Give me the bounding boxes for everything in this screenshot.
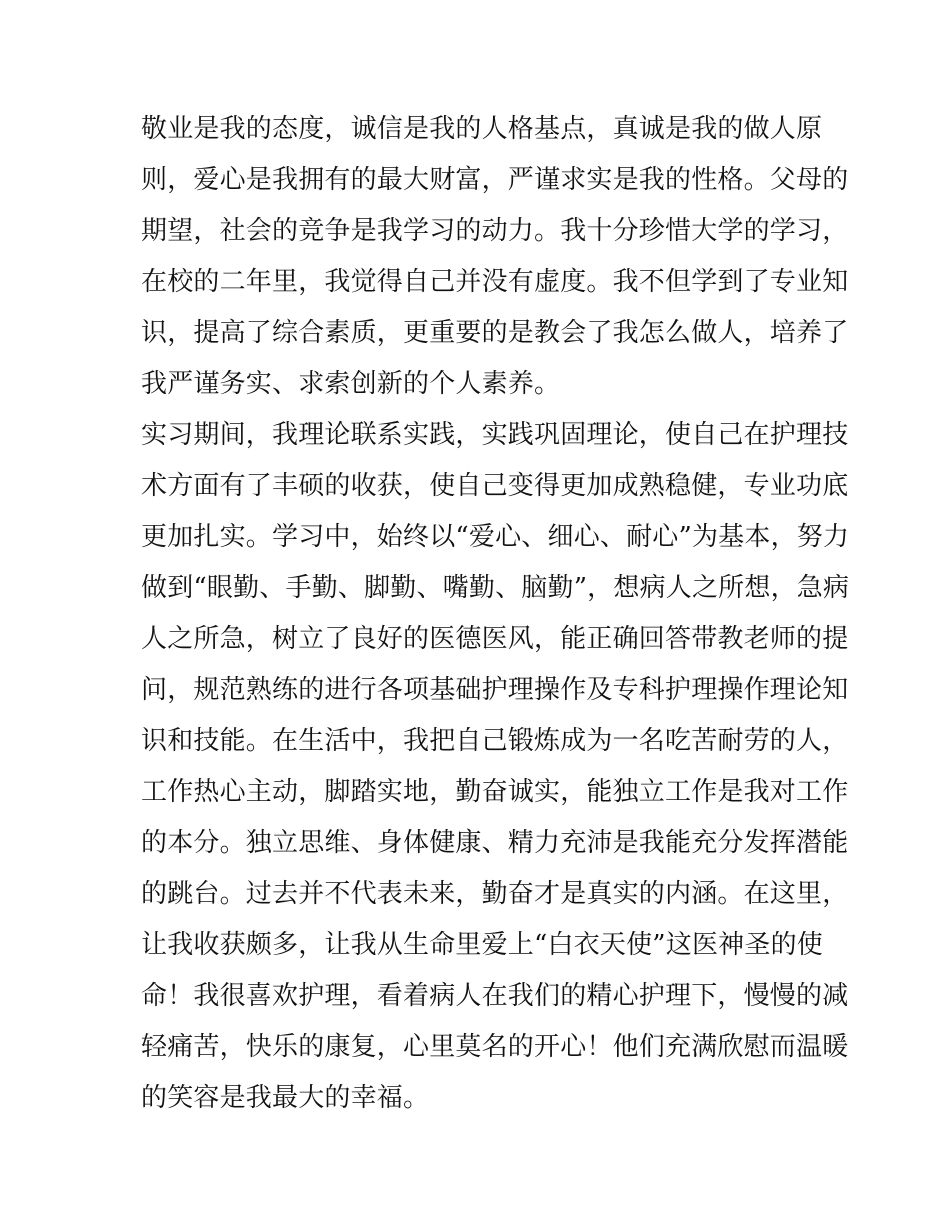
document-body	[141, 104, 850, 1124]
text-line: 命！我很喜欢护理，看着病人在我们的精心护理下，慢慢的减	[141, 981, 849, 1011]
text-line: 问，规范熟练的进行各项基础护理操作及专科护理操作理论知	[141, 675, 849, 705]
text-line: 敬业是我的态度，诚信是我的人格基点，真诚是我的做人原	[141, 114, 823, 144]
text-line: 的本分。独立思维、身体健康、精力充沛是我能充分发挥潜能	[141, 828, 849, 858]
text-line: 我严谨务实、求索创新的个人素养。	[141, 369, 561, 399]
paragraph-2	[141, 410, 850, 1124]
text-line: 的跳台。过去并不代表未来，勤奋才是真实的内涵。在这里，	[141, 879, 849, 909]
text-line: 工作热心主动，脚踏实地，勤奋诚实，能独立工作是我对工作	[141, 777, 849, 807]
text-line: 实习期间，我理论联系实践，实践巩固理论，使自己在护理技	[141, 420, 849, 450]
paragraph-1	[141, 104, 849, 410]
text-line: 让我收获颇多，让我从生命里爱上“白衣天使”这医神圣的使	[141, 930, 823, 960]
text-line: 期望，社会的竞争是我学习的动力。我十分珍惜大学的学习，	[141, 216, 849, 246]
text-line: 则，爱心是我拥有的最大财富，严谨求实是我的性格。父母的	[141, 165, 849, 195]
text-line: 识，提高了综合素质，更重要的是教会了我怎么做人，培养了	[141, 318, 849, 348]
text-line: 轻痛苦，快乐的康复，心里莫名的开心！他们充满欣慰而温暖	[141, 1032, 849, 1062]
text-line: 在校的二年里，我觉得自己并没有虚度。我不但学到了专业知	[141, 267, 849, 297]
text-line: 人之所急，树立了良好的医德医风，能正确回答带教老师的提	[141, 624, 849, 654]
text-line: 的笑容是我最大的幸福。	[141, 1083, 430, 1113]
text-line: 术方面有了丰硕的收获，使自己变得更加成熟稳健，专业功底	[141, 471, 849, 501]
text-line: 更加扎实。学习中，始终以“爱心、细心、耐心”为基本，努力	[141, 522, 850, 552]
text-line: 识和技能。在生活中，我把自己锻炼成为一名吃苦耐劳的人，	[141, 726, 849, 756]
text-line: 做到“眼勤、手勤、脚勤、嘴勤、脑勤”，想病人之所想，急病	[141, 573, 850, 603]
